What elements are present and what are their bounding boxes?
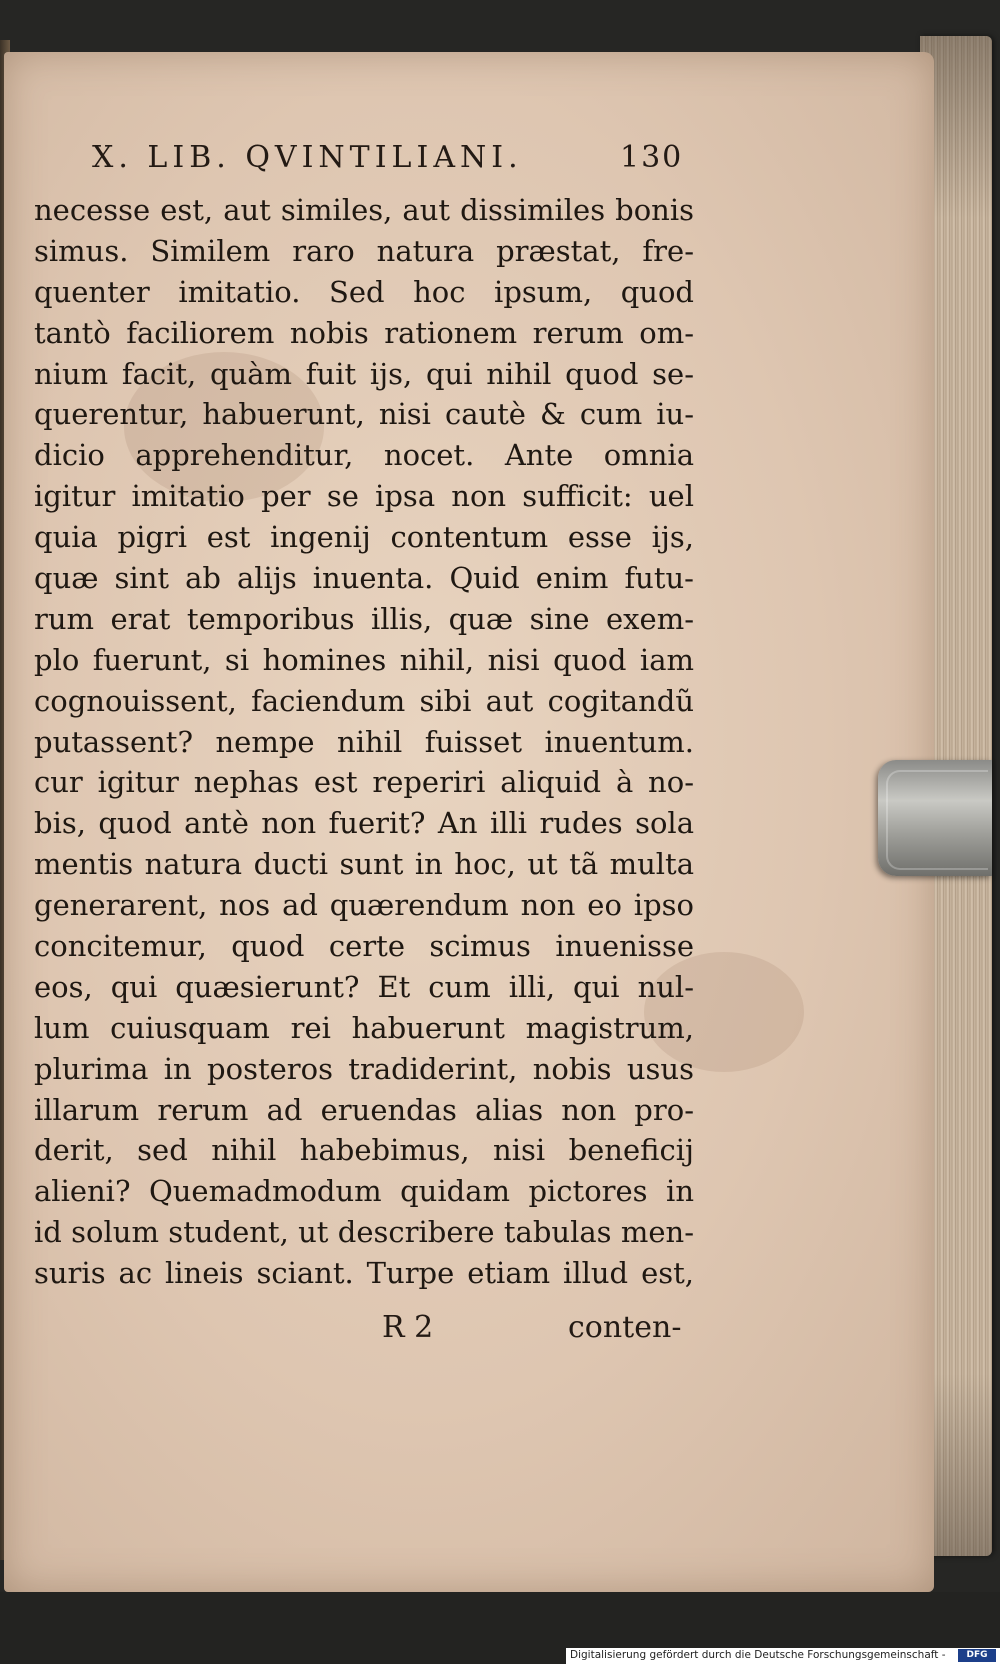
text-line: tantò faciliorem nobis rationem rerum om- (34, 315, 694, 350)
text-line: putassent? nempe nihil fuisset inuentum. (34, 724, 694, 759)
text-line: cur igitur nephas est reperiri aliquid à no- (34, 765, 694, 800)
text-line: plo fuerunt, si homines nihil, nisi quod iam (34, 642, 694, 677)
text-line: concitemur, quod certe scimus inuenisse (34, 929, 694, 964)
text-line: mentis natura ducti sunt in hoc, ut tã multa (34, 847, 694, 882)
text-line: quæ sint ab alijs inuenta. Quid enim futu- (34, 561, 694, 596)
text-line: necesse est, aut similes, aut dissimiles bonis (34, 193, 694, 227)
digitization-credit-bar (566, 1648, 1000, 1664)
text-line: illarum rerum ad eruendas alias non pro- (34, 1092, 694, 1127)
text-line: suris ac lineis sciant. Turpe etiam illud est, (34, 1256, 694, 1291)
book-clasp (878, 760, 992, 876)
text-line: derit, sed nihil habebimus, nisi beneficij (34, 1133, 694, 1168)
text-line: dicio apprehenditur, nocet. Ante omnia (34, 438, 694, 473)
running-head-title: X. LIB. QVINTILIANI. (92, 140, 523, 175)
text-line: quenter imitatio. Sed hoc ipsum, quod (34, 274, 694, 309)
dfg-logo: DFG (958, 1649, 996, 1662)
text-line: simus. Similem raro natura præstat, fre- (34, 233, 694, 268)
text-line: rum erat temporibus illis, quæ sine exem- (34, 601, 694, 636)
text-line: bis, quod antè non fuerit? An illi rudes sola (34, 806, 694, 841)
text-line: cognouissent, faciendum sibi aut cogitandũ (34, 683, 694, 718)
text-line: generarent, nos ad quærendum non eo ipso (34, 888, 694, 923)
catchword: conten- (568, 1310, 682, 1345)
text-line: quia pigri est ingenij contentum esse ijs, (34, 520, 694, 555)
text-line: nium facit, quàm fuit ijs, qui nihil quod se- (34, 356, 694, 391)
text-line: querentur, habuerunt, nisi cautè & cum iu- (34, 397, 694, 432)
text-line: igitur imitatio per se ipsa non sufficit: uel (34, 479, 694, 514)
body-text (34, 190, 694, 1294)
running-head (92, 140, 692, 188)
text-line: id solum student, ut describere tabulas men- (34, 1215, 694, 1250)
text-line: plurima in posteros tradiderint, nobis usus (34, 1051, 694, 1086)
text-line: eos, qui quæsierunt? Et cum illi, qui nul- (34, 969, 694, 1004)
text-line: lum cuiusquam rei habuerunt magistrum, (34, 1010, 694, 1045)
page-number: 130 (620, 140, 684, 175)
signature-mark: R 2 (382, 1310, 434, 1345)
text-line: alieni? Quemadmodum quidam pictores in (34, 1174, 694, 1209)
digitization-credit: Digitalisierung gefördert durch die Deutsche Forschungsgemeinschaft - (570, 1649, 946, 1661)
